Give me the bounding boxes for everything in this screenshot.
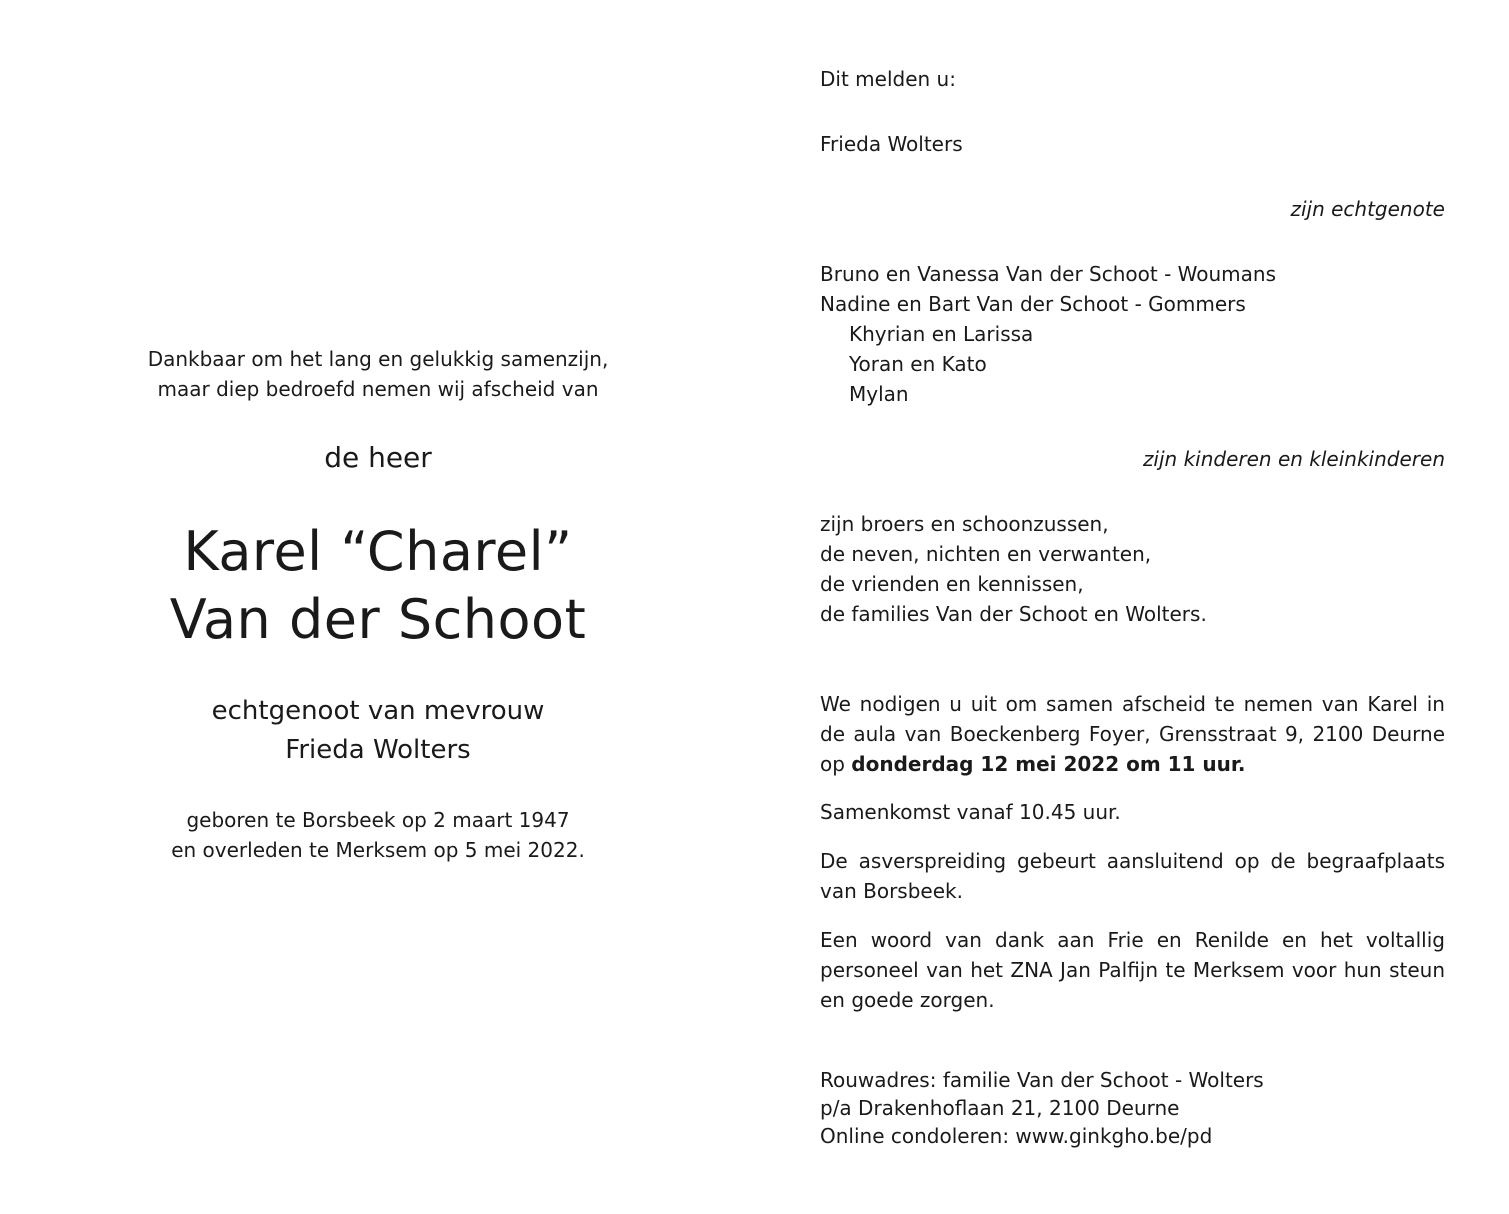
list-item: Mylan	[849, 382, 909, 406]
list-item: Nadine en Bart Van der Schoot - Gommers	[820, 292, 1246, 316]
spouse-role: zijn echtgenote	[1290, 197, 1445, 221]
children-list	[820, 259, 1445, 409]
intro-line: Dankbaar om het lang en gelukkig samenzijn,	[147, 347, 609, 371]
invitation-text	[820, 689, 1445, 779]
name-line: Van der Schoot	[169, 588, 587, 651]
announce-text: Dit melden u:	[820, 67, 956, 91]
list-item: de neven, nichten en verwanten,	[820, 542, 1152, 566]
name-line: Karel “Charel”	[183, 520, 573, 583]
address-line: Rouwadres: familie Van der Schoot - Wolters	[820, 1068, 1264, 1092]
life-dates	[70, 805, 686, 865]
address-line: p/a Drakenhoflaan 21, 2100 Deurne	[820, 1096, 1180, 1120]
death-line: en overleden te Merksem op 5 mei 2022.	[171, 838, 585, 862]
spouse-name: Frieda Wolters	[820, 132, 963, 156]
relatives-list	[820, 509, 1445, 629]
deceased-name	[70, 518, 686, 654]
address-line: Online condoleren: www.ginkgho.be/pd	[820, 1124, 1213, 1148]
list-item: Khyrian en Larissa	[849, 322, 1034, 346]
list-item: de vrienden en kennissen,	[820, 572, 1084, 596]
list-item: Yoran en Kato	[849, 352, 987, 376]
gathering-text: Samenkomst vanaf 10.45 uur.	[820, 800, 1121, 824]
list-item: Bruno en Vanessa Van der Schoot - Woumans	[820, 262, 1277, 286]
invitation-body: We nodigen u uit om samen afscheid te nemen van Karel in de aula van Boeckenberg Foyer, Grensstraat 9, 2100 Deurne op	[820, 692, 1445, 776]
ashes-text: De asverspreiding gebeurt aansluitend op de begraafplaats van Borsbeek.	[820, 849, 1445, 903]
spouse-line: Frieda Wolters	[285, 735, 471, 765]
list-item: zijn broers en schoonzussen,	[820, 512, 1109, 536]
honorific: de heer	[324, 441, 432, 474]
intro-line: maar diep bedroefd nemen wij afscheid van	[157, 377, 599, 401]
spouse-info	[70, 692, 686, 770]
mourning-address	[820, 1066, 1445, 1150]
children-role: zijn kinderen en kleinkinderen	[1142, 447, 1445, 471]
intro-text	[70, 344, 686, 404]
thanks-text: Een woord van dank aan Frie en Renilde en het voltallig personeel van het ZNA Jan Palfijn te Merksem voor hun steun en goede zorgen.	[820, 928, 1445, 1012]
list-item: de families Van der Schoot en Wolters.	[820, 602, 1207, 626]
birth-line: geboren te Borsbeek op 2 maart 1947	[186, 808, 570, 832]
invitation-date: donderdag 12 mei 2022 om 11 uur.	[851, 752, 1246, 776]
spouse-line: echtgenoot van mevrouw	[211, 696, 545, 726]
